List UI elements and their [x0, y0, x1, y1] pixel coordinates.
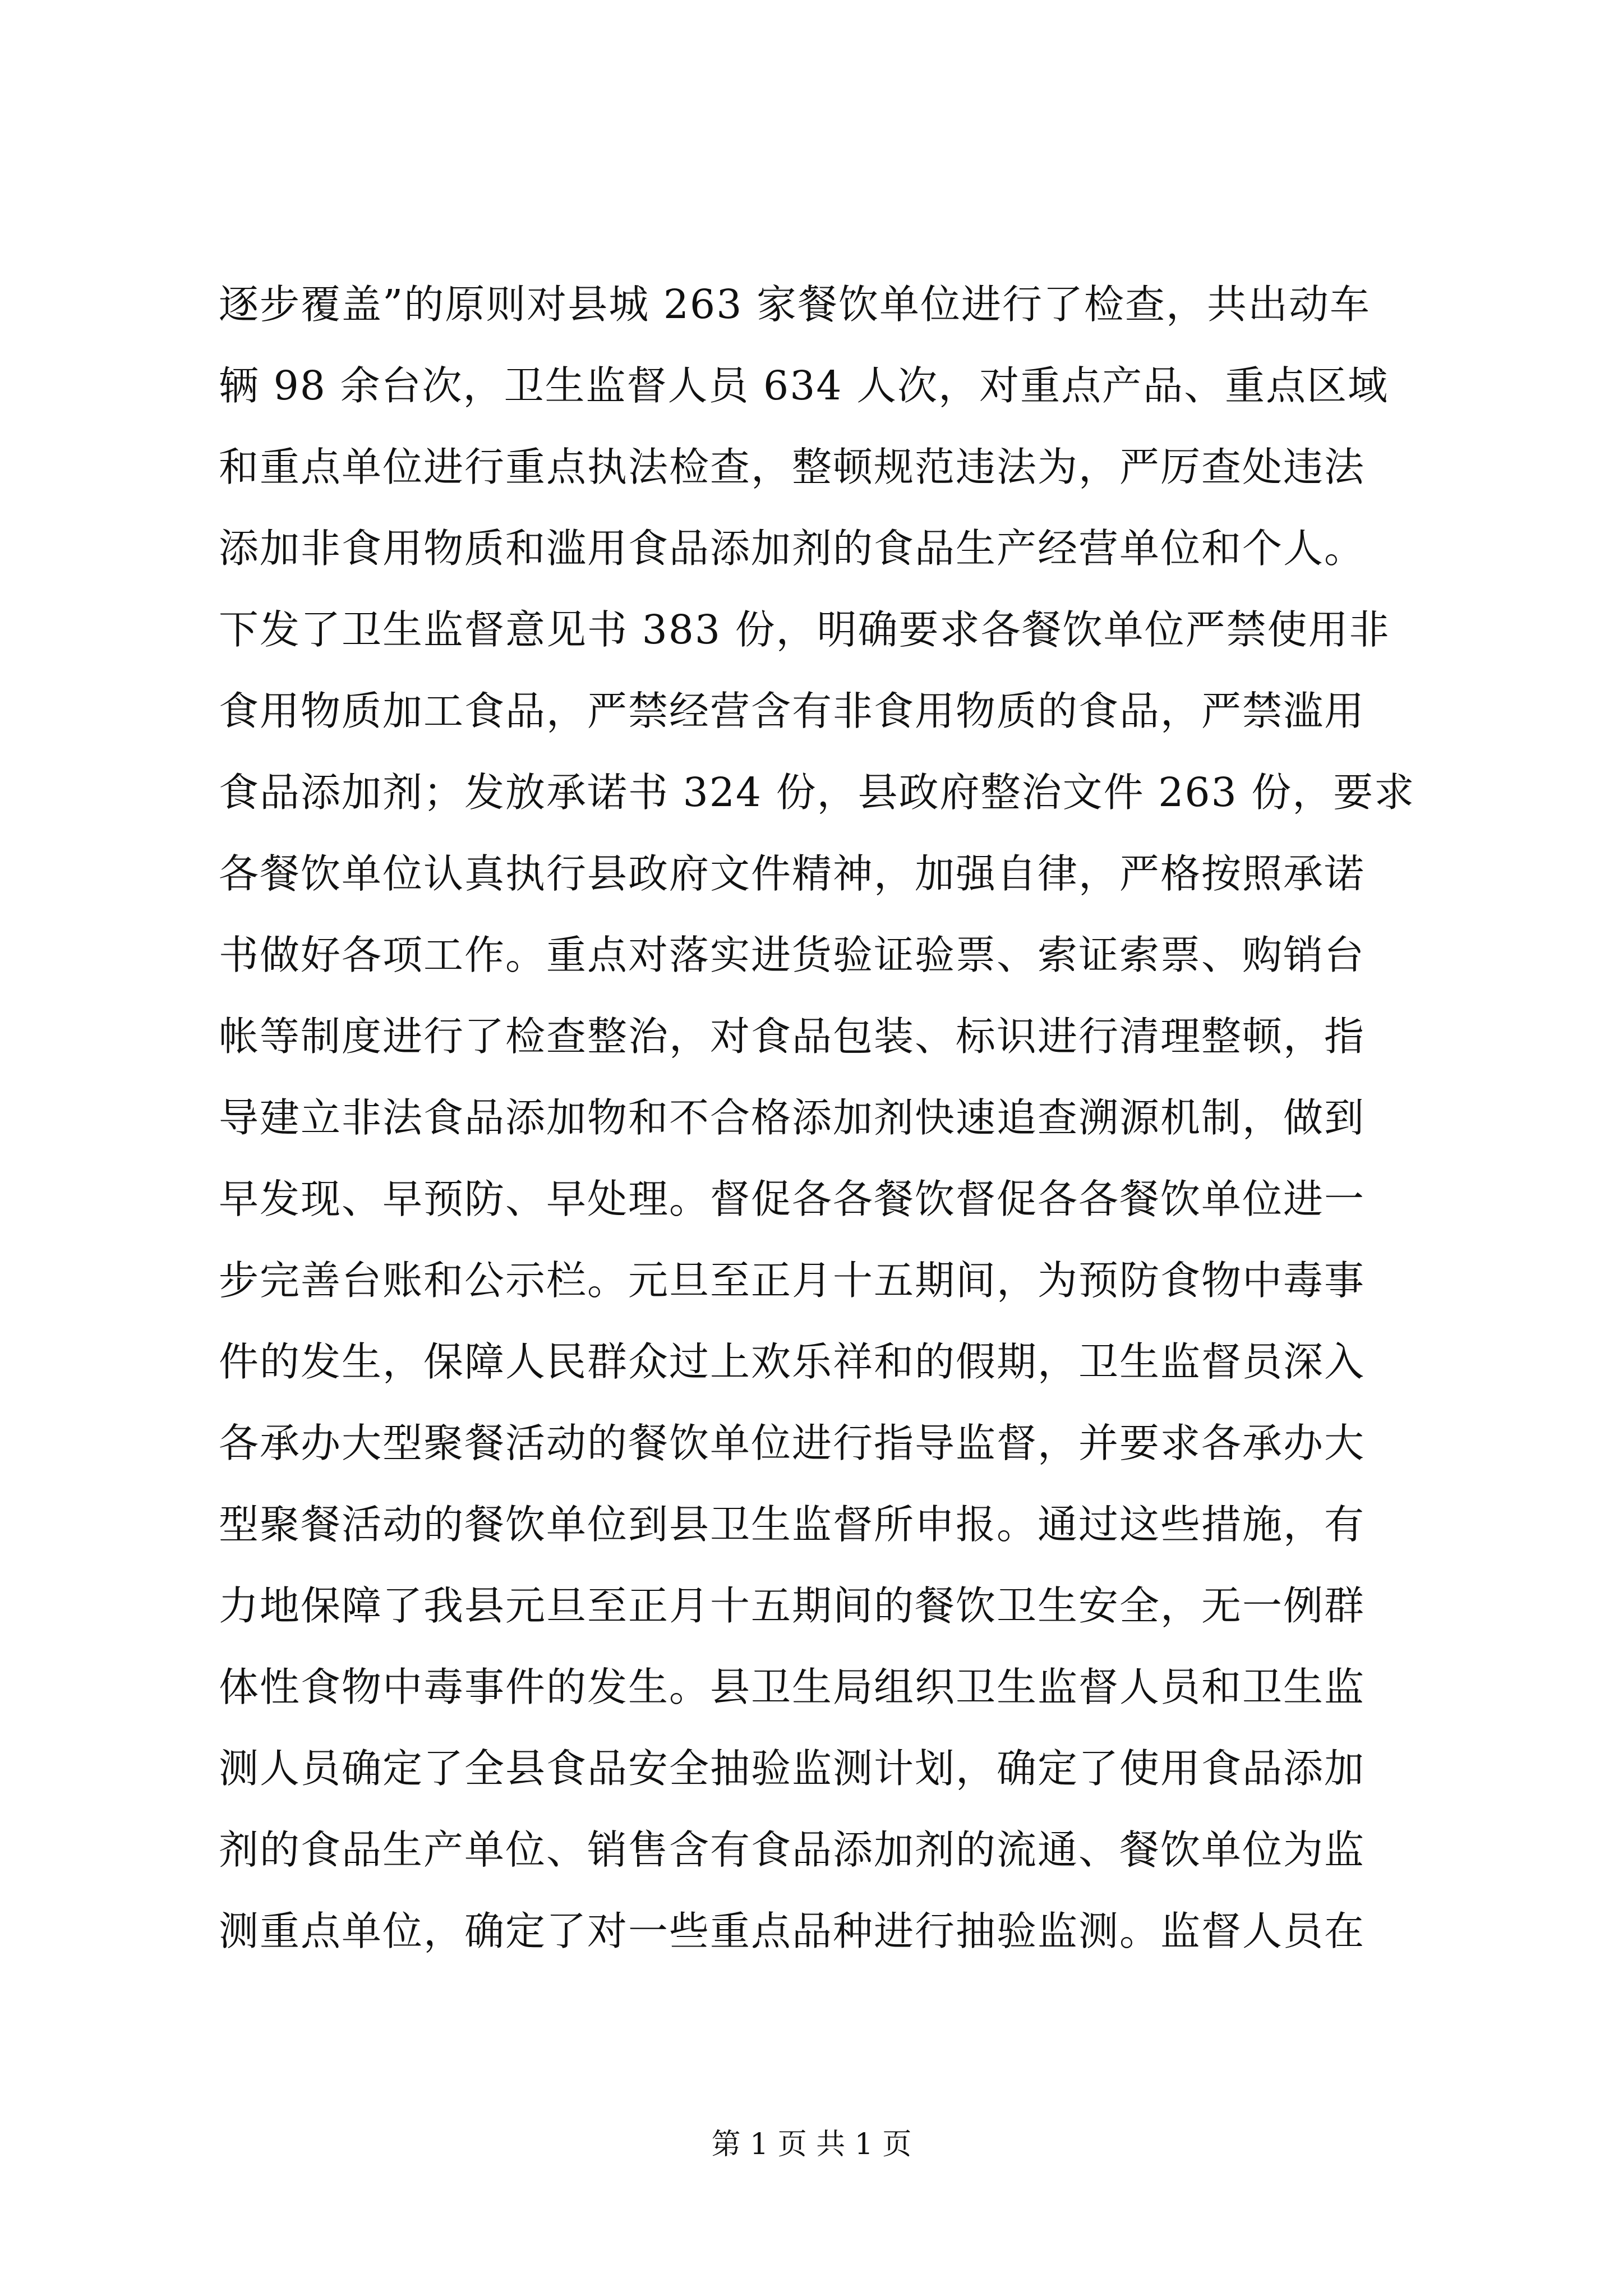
body-text — [219, 264, 1419, 1972]
text-line: 和重点单位进行重点执法检查，整顿规范违法为，严厉查处违法 — [219, 444, 1366, 490]
text-line: 逐步覆盖”的原则对县城 263 家餐饮单位进行了检查，共出动车 — [219, 281, 1371, 328]
page-number: 第 1 页 共 1 页 — [711, 2128, 912, 2161]
text-line: 件的发生，保障人民群众过上欢乐祥和的假期，卫生监督员深入 — [219, 1338, 1366, 1385]
text-line: 早发现、早预防、早处理。督促各各餐饮督促各各餐饮单位进一 — [219, 1176, 1366, 1222]
text-line: 测人员确定了全县食品安全抽验监测计划，确定了使用食品添加 — [219, 1745, 1366, 1792]
text-line: 书做好各项工作。重点对落实进货验证验票、索证索票、购销台 — [219, 932, 1366, 978]
text-line: 型聚餐活动的餐饮单位到县卫生监督所申报。通过这些措施，有 — [219, 1501, 1366, 1548]
text-line: 下发了卫生监督意见书 383 份，明确要求各餐饮单位严禁使用非 — [219, 606, 1390, 653]
text-line: 力地保障了我县元旦至正月十五期间的餐饮卫生安全，无一例群 — [219, 1582, 1366, 1629]
text-line: 各承办大型聚餐活动的餐饮单位进行指导监督，并要求各承办大 — [219, 1420, 1366, 1466]
text-line: 帐等制度进行了检查整治，对食品包装、标识进行清理整顿，指 — [219, 1013, 1366, 1060]
text-line: 食用物质加工食品，严禁经营含有非食用物质的食品，严禁滥用 — [219, 688, 1366, 734]
text-line: 导建立非法食品添加物和不合格添加剂快速追查溯源机制，做到 — [219, 1094, 1366, 1141]
page-footer — [0, 2125, 1623, 2164]
text-line: 步完善台账和公示栏。元旦至正月十五期间，为预防食物中毒事 — [219, 1257, 1366, 1304]
text-line: 体性食物中毒事件的发生。县卫生局组织卫生监督人员和卫生监 — [219, 1664, 1366, 1710]
text-line: 剂的食品生产单位、销售含有食品添加剂的流通、餐饮单位为监 — [219, 1826, 1366, 1873]
text-line: 辆 98 余台次，卫生监督人员 634 人次，对重点产品、重点区域 — [219, 362, 1389, 409]
text-line: 测重点单位，确定了对一些重点品种进行抽验监测。监督人员在 — [219, 1908, 1366, 1954]
text-line: 各餐饮单位认真执行县政府文件精神，加强自律，严格按照承诺 — [219, 850, 1366, 897]
text-line: 食品添加剂；发放承诺书 324 份，县政府整治文件 263 份，要求 — [219, 769, 1415, 816]
text-line: 添加非食用物质和滥用食品添加剂的食品生产经营单位和个人。 — [219, 525, 1366, 572]
